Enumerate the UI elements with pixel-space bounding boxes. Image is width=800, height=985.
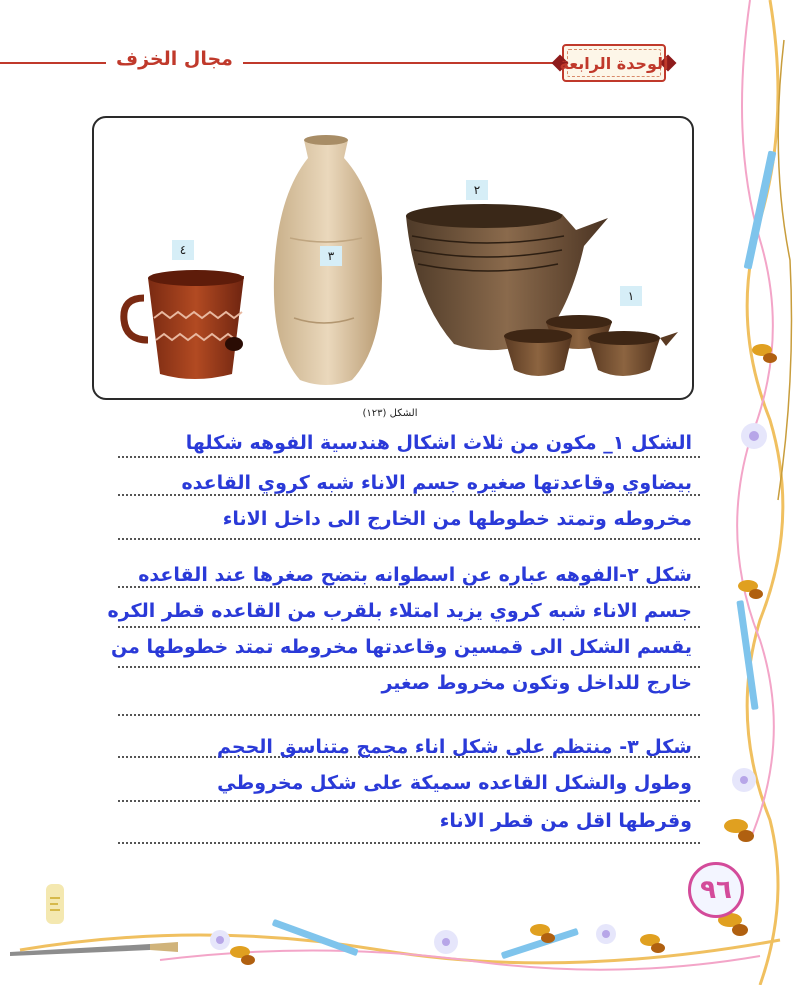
butterfly-icon	[230, 946, 255, 965]
butterfly-icon	[640, 934, 665, 953]
pottery-figure	[92, 116, 694, 400]
butterfly-icon	[738, 580, 763, 599]
section-title: مجال الخزف	[106, 48, 243, 70]
butterfly-icon	[724, 819, 754, 842]
pencil-icon	[744, 150, 777, 269]
flower-icon	[596, 924, 616, 944]
flower-icon	[732, 768, 756, 792]
dotted-line	[118, 666, 700, 668]
note-line-8: شكل ٣- منتظم على شكل اناء مجمج متناسق الحجم	[217, 736, 692, 758]
floral-border-decoration	[700, 0, 800, 985]
dotted-line	[118, 842, 700, 844]
flower-icon	[434, 930, 458, 954]
figure-label-4: ٤	[172, 240, 194, 260]
flower-icon	[210, 930, 230, 950]
bottom-border-decoration	[0, 900, 800, 985]
figure-label-2: ٢	[466, 180, 488, 200]
butterfly-icon	[752, 344, 777, 363]
dotted-line	[118, 626, 700, 628]
note-line-5: جسم الاناء شبه كروي يزيد امتلاء بلقرب من القاعده قطر الكره	[107, 600, 692, 622]
publisher-logo-icon	[44, 884, 66, 924]
dotted-line	[118, 714, 700, 716]
note-line-2: بيضاوي وقاعدتها صغيره جسم الاناء شبه كروي القاعده	[181, 472, 692, 494]
note-line-4: شكل ٢-الفوهه عباره عن اسطوانه بتضح صغرها عند القاعده	[138, 564, 692, 586]
note-line-1: الشكل ١_ مكون من ثلاث اشكال هندسية الفوهه شكلها	[185, 432, 692, 454]
page-number: ٩٦	[688, 862, 744, 918]
note-line-10: وقرطها اقل من قطر الاناء	[439, 810, 692, 832]
dotted-line	[118, 800, 700, 802]
dotted-line	[118, 456, 700, 458]
dotted-line	[118, 586, 700, 588]
vessel-4-cup	[124, 270, 244, 379]
figure-label-1: ١	[620, 286, 642, 306]
dotted-line	[118, 538, 700, 540]
note-line-6: يقسم الشكل الى قمسين وقاعدتها مخروطه تمتد خطوطها من	[111, 636, 692, 658]
butterfly-icon	[530, 924, 555, 943]
figure-label-3: ٣	[320, 246, 342, 266]
flower-icon	[741, 423, 767, 449]
note-line-7: خارج للداخل وتكون مخروط صغير	[381, 672, 692, 694]
header-rule	[0, 62, 600, 64]
unit-label: الوحدة الرابعة	[559, 53, 669, 73]
figure-caption: الشكل (١٢٣)	[362, 408, 418, 419]
dotted-line	[118, 494, 700, 496]
note-line-3: مخروطه وتمتد خطوطها من الخارج الى داخل الاناء	[222, 508, 692, 530]
unit-badge	[548, 38, 680, 88]
note-line-9: وطول والشكل القاعده سميكة على شكل مخروطي	[217, 772, 692, 794]
